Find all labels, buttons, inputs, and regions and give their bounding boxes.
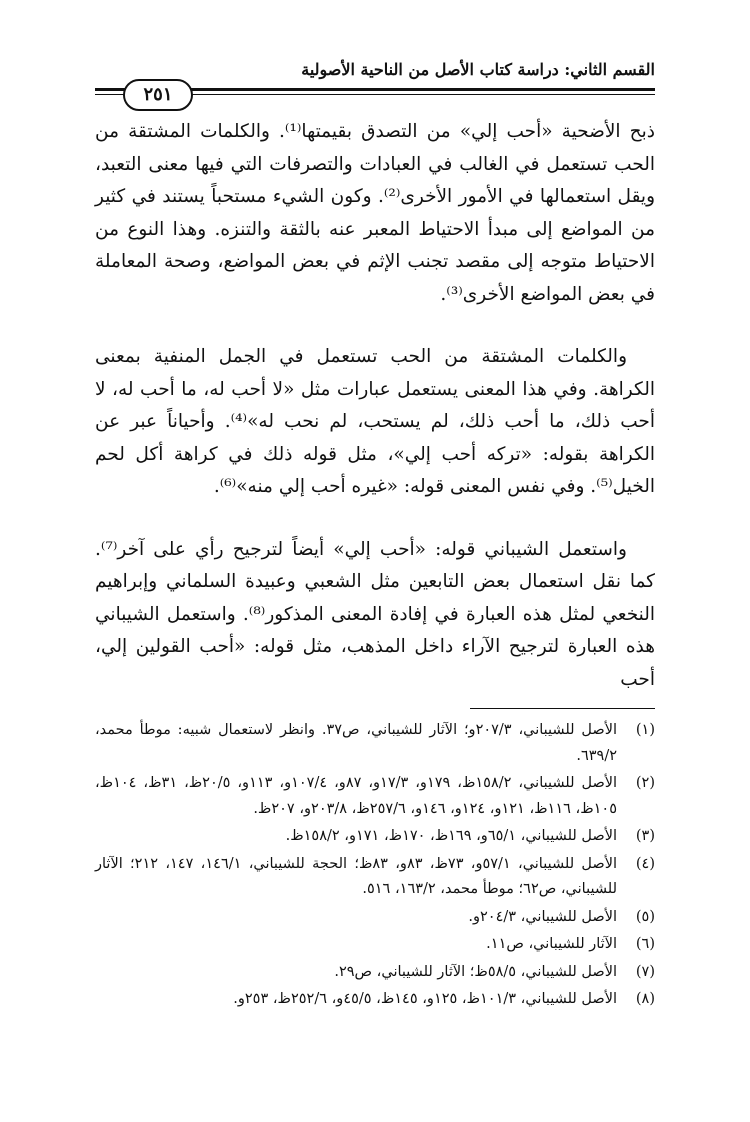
footnote-3 <box>95 824 655 850</box>
footnote-separator <box>470 708 655 709</box>
footnote-number: (٢) <box>635 775 655 791</box>
page-header <box>95 58 655 108</box>
footnote-text: الأصل للشيباني، ١٠١/٣ظ، ١٢٥و، ١٤٥ظ، ٤٥/٥و، ٢٥٢/٦ظ، ٢٥٣و. <box>233 991 617 1007</box>
paragraph-2: والكلمات المشتقة من الحب تستعمل في الجمل المنفية بمعنى الكراهة. وفي هذا المعنى يستعمل عبارات مثل «لا أحب له، ما أحب له، لا أحب ذلك، ما أحب ذلك، لم يستحب، لم نحب له»⁽⁴⁾. وأحياناً عبر عن الكراهة بقوله: «تركه أحب إلي»، مثل قوله ذلك في كراهة أكل لحم الخيل⁽⁵⁾. وفي نفس المعنى قوله: «غيره أحب إلي منه»⁽⁶⁾. <box>95 346 656 497</box>
footnote-text: الأصل للشيباني، ٢٠٤/٣و. <box>468 908 617 925</box>
footnote-8 <box>95 987 655 1013</box>
footnotes <box>95 718 655 1015</box>
page-number-badge: ٢٥١ <box>123 79 193 111</box>
running-title: القسم الثاني: دراسة كتاب الأصل من الناحية الأصولية <box>301 60 655 79</box>
footnote-number: (٥) <box>635 908 655 925</box>
footnote-4 <box>95 852 655 903</box>
footnote-6 <box>95 932 655 958</box>
footnote-5 <box>95 905 655 931</box>
footnote-text: الأصل للشيباني، ٦٥/١و، ١٦٩ظ، ١٧٠ظ، ١٧١و، ١٥٨/٢ظ. <box>285 828 617 844</box>
footnote-number: (٦) <box>635 936 655 952</box>
footnote-text: الآثار للشيباني، ص١١. <box>486 936 617 952</box>
footnote-number: (١) <box>635 722 655 738</box>
footnote-number: (٣) <box>635 828 655 844</box>
footnote-text: الأصل للشيباني، ٥٧/١و، ٧٣ظ، ٨٣و، ٨٣ظ؛ الحجة للشيباني، ١٤٦/١، ١٤٧، ٢١٢؛ الآثار للشيباني، ص٦٢؛ موطأ محمد، ١٦٣/٢، ٥١٦. <box>95 855 618 897</box>
footnote-number: (٤) <box>635 855 655 872</box>
main-text <box>95 116 655 696</box>
footnote-text: الأصل للشيباني، ١٥٨/٢ظ، ١٧٩و، ١٧/٣و، ٨٧و، ١٠٧/٤و، ١١٣و، ٢٠/٥ظ، ٣١ظ، ١٠٤ظ، ١٠٥ظ، ١١٦ظ، ١٢١و، ١٢٤و، ١٤٦و، ٢٥٧/٦ظ، ٢٠٣/٨و، ٢٠٧ظ. <box>95 775 618 817</box>
footnote-1 <box>95 718 655 769</box>
footnote-2 <box>95 771 655 822</box>
footnote-7 <box>95 960 655 986</box>
footnote-text: الأصل للشيباني، ٢٠٧/٣و؛ الآثار للشيباني، ص٣٧. وانظر لاستعمال شبيه: موطأ محمد، ٦٣٩/٢. <box>95 722 617 764</box>
footnote-number: (٧) <box>635 963 655 980</box>
footnote-text: الأصل للشيباني، ٥٨/٥ظ؛ الآثار للشيباني، ص٢٩. <box>334 963 617 980</box>
paragraph-3: واستعمل الشيباني قوله: «أحب إلي» أيضاً لترجيح رأي على آخر⁽⁷⁾. كما نقل استعمال بعض التابعين مثل الشعبي وعبيدة السلماني وإبراهيم النخعي لمثل هذه العبارة في إفادة المعنى المذكور⁽⁸⁾. واستعمل الشيباني هذه العبارة لترجيح الآراء داخل المذهب، مثل قوله: «أحب القولين إلي، أحب <box>95 538 656 690</box>
footnote-number: (٨) <box>635 991 655 1007</box>
paragraph-1: ذبح الأضحية «أحب إلي» من التصدق بقيمتها⁽¹⁾. والكلمات المشتقة من الحب تستعمل في الغالب في العبادات والتصرفات التي فيها معنى التعبد، ويقل استعمالها في الأمور الأخرى⁽²⁾. وكون الشيء مستحباً يستند في كثير من المواضع إلى مبدأ الاحتياط المعبر عنه بالثقة والتنزه. وهذا النوع من الاحتياط متوجه إلى مقصد تجنب الإثم في بعض المواضع، وصحة المعاملة في بعض المواضع الأخرى⁽³⁾. <box>95 121 656 305</box>
